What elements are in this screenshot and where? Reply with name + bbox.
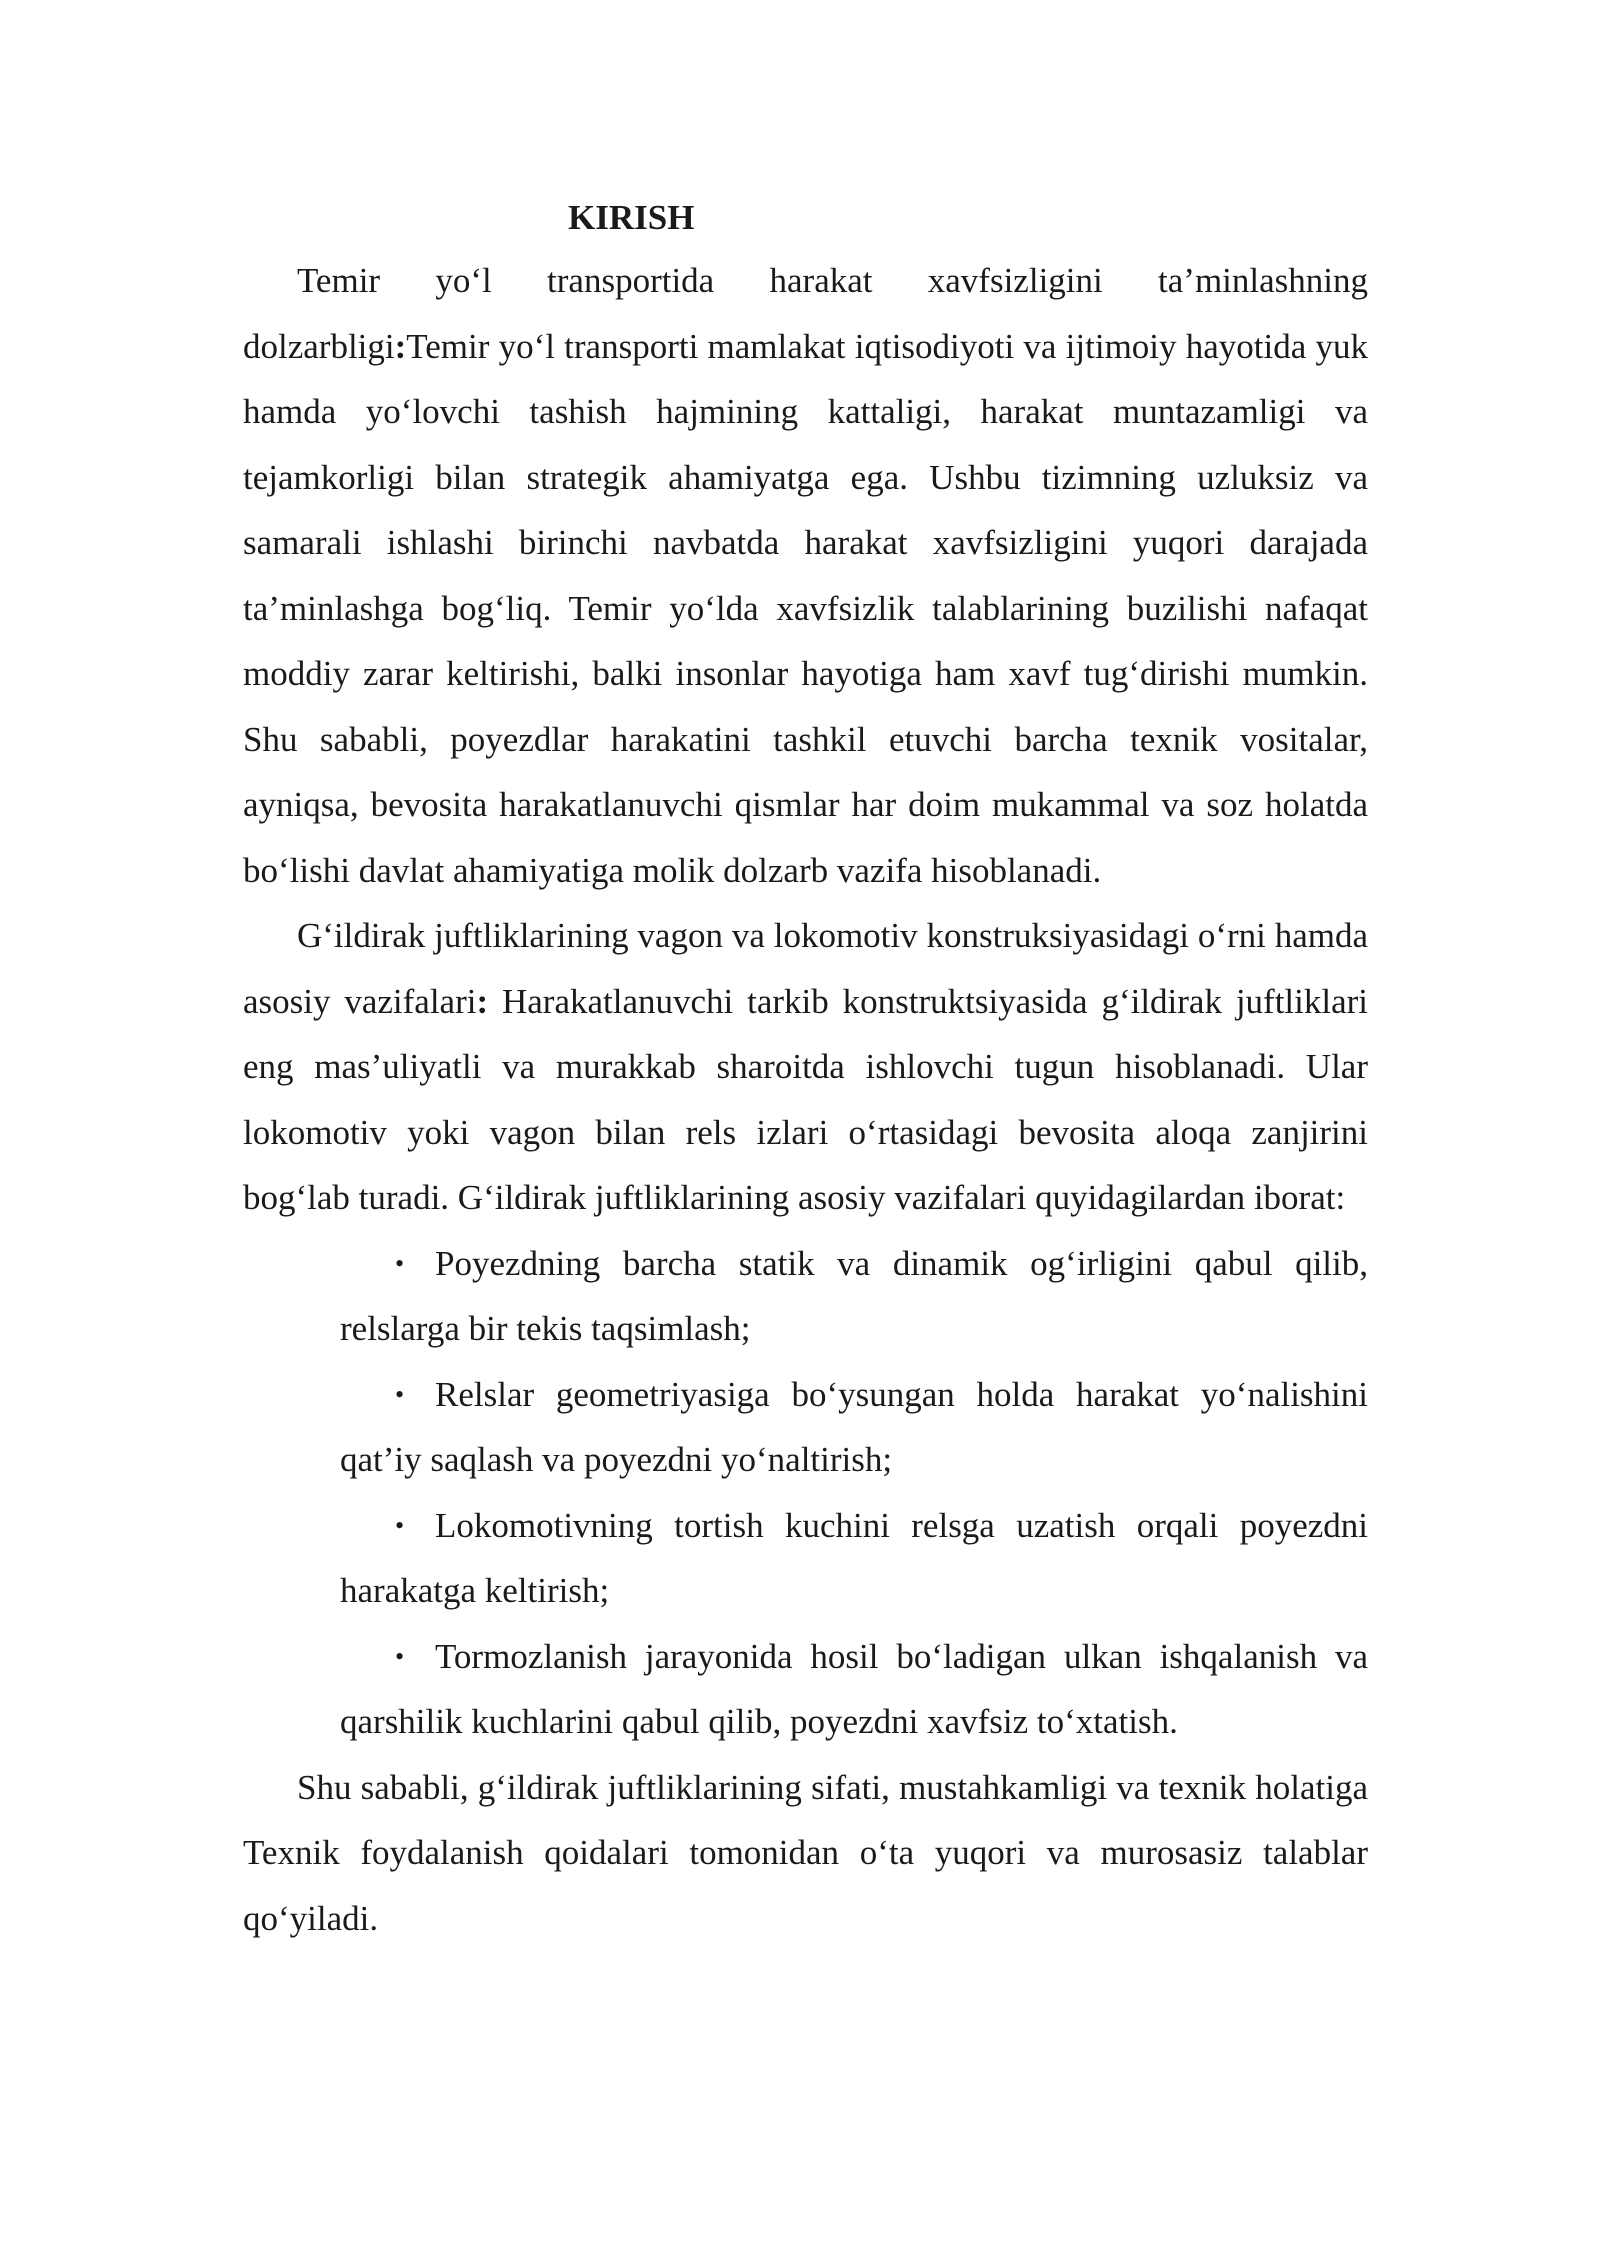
list-item (340, 1624, 1368, 1755)
paragraph-2-colon: : (476, 981, 489, 1021)
list-item (340, 1493, 1368, 1624)
closing-paragraph: Shu sababli, g‘ildirak juftliklarining sifati, mustahkamligi va texnik holatiga Texnik foydalanish qoidalari tomonidan o‘ta yuqori va murosasiz talablar qo‘yiladi. (243, 1767, 1368, 1938)
bullet-icon: • (395, 1248, 405, 1278)
bullet-icon: • (395, 1641, 405, 1671)
list-item-text: Lokomotivning tortish kuchini relsga uzatish orqali poyezdni harakatga keltirish; (340, 1505, 1368, 1610)
paragraph-1 (243, 248, 1368, 903)
paragraph-1-colon: : (394, 326, 407, 366)
bullet-list (243, 1231, 1368, 1755)
paragraph-2 (243, 903, 1368, 1231)
bullet-icon: • (395, 1379, 405, 1409)
page-title: KIRISH (568, 198, 695, 237)
list-item-text: Tormozlanish jarayonida hosil bo‘ladigan ulkan ishqalanish va qarshilik kuchlarini qabul qilib, poyezdni xavfsiz to‘xtatish. (340, 1636, 1368, 1741)
paragraph-1-lead: Temir yo‘l transportida harakat xavfsizligini ta’minlashning dolzarbligi (243, 261, 1368, 366)
paragraph-2-lead: G‘ildirak juftliklarining vagon va lokomotiv konstruksiyasidagi o‘rni hamda asosiy vazifalari (243, 916, 1368, 1021)
list-item (340, 1231, 1368, 1362)
bullet-icon: • (395, 1510, 405, 1540)
paragraph-1-text: Temir yo‘l transporti mamlakat iqtisodiyoti va ijtimoiy hayotida yuk hamda yo‘lovchi tashish hajmining kattaligi, harakat muntazamligi va tejamkorligi bilan strategik ahamiyatga ega. Ushbu tizimning uzluksiz va samarali ishlashi birinchi navbatda harakat xavfsizligini yuqori darajada ta’minlashga bog‘liq. Temir yo‘lda xavfsizlik talablarining buzilishi nafaqat moddiy zarar keltirishi, balki insonlar hayotiga ham xavf tug‘dirishi mumkin. Shu sababli, poyezdlar harakatini tashkil etuvchi barcha texnik vositalar, ayniqsa, bevosita harakatlanuvchi qismlar har doim mukammal va soz holatda bo‘lishi davlat ahamiyatiga molik dolzarb vazifa hisoblanadi. (243, 326, 1368, 890)
list-item-text: Poyezdning barcha statik va dinamik og‘irligini qabul qilib, relslarga bir tekis taqsimlash; (340, 1243, 1368, 1348)
document-page (243, 188, 1368, 1951)
list-item (340, 1362, 1368, 1493)
list-item-text: Relslar geometriyasiga bo‘ysungan holda harakat yo‘nalishini qat’iy saqlash va poyezdni yo‘naltirish; (340, 1374, 1368, 1479)
paragraph-2-text: Harakatlanuvchi tarkib konstruktsiyasida g‘ildirak juftliklari eng mas’uliyatli va murakkab sharoitda ishlovchi tugun hisoblanadi. Ular lokomotiv yoki vagon bilan rels izlari o‘rtasidagi bevosita aloqa zanjirini bog‘lab turadi. G‘ildirak juftliklarining asosiy vazifalari quyidagilardan iborat: (243, 981, 1369, 1217)
